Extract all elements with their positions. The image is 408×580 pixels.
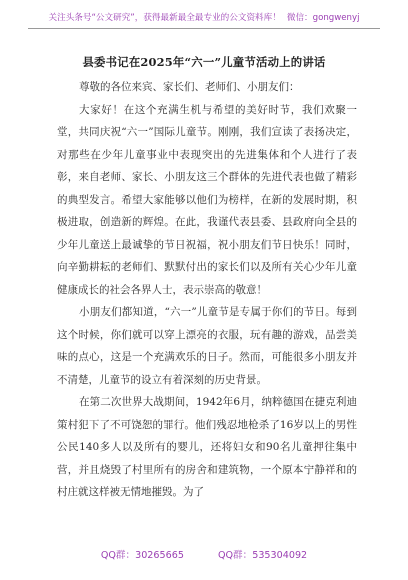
salutation-paragraph: 尊敬的各位来宾、家长们、老师们、小朋友们：	[79, 81, 300, 93]
header-banner	[0, 11, 408, 23]
header-banner-wechat: 微信：gongwenyj	[286, 13, 360, 23]
document-title: 县委书记在2025年“六一”儿童节活动上的讲话	[82, 55, 326, 69]
body-paragraph-1: 大家好！在这个充满生机与希望的美好时节，我们欢聚一堂，共同庆祝“六一”国际儿童节。刚刚，我们宣读了表扬决定，对那些在少年儿童事业中表现突出的先进集体和个人进行了表彰，来自老师、家长、小朋友这三个群体的先进代表也做了精彩的典型发言。希望大家能够以他们为榜样，在新的发展时期，积极进取，创造新的辉煌。在此，我谨代表县委、县政府向全县的少年儿童送上最诚挚的节日祝福，祝小朋友们节日快乐！同时，向辛勤耕耘的老师们、默默付出的家长们以及所有关心少年儿童健康成长的社会各界人士，表示崇高的敬意！	[57, 103, 357, 296]
document-body	[57, 76, 357, 504]
body-paragraph-2: 小朋友们都知道，“六一”儿童节是专属于你们的节日。每到这个时候，你们就可以穿上漂亮的衣服，玩有趣的游戏，品尝美味的点心，这是一个充满欢乐的日子。然而，可能很多小朋友并不清楚，儿童节的设立有着深刻的历史背景。	[57, 306, 357, 386]
footer-qq-group-2: QQ群：535304092	[217, 550, 308, 561]
body-paragraph-3: 在第二次世界大战期间，1942年6月，纳粹德国在捷克利迪策村犯下了不可饶恕的罪行。他们残忍地枪杀了16岁以上的男性公民140多人以及所有的婴儿，还将妇女和90名儿童押往集中营，并且烧毁了村里所有的房舍和建筑物，一个原本宁静祥和的村庄就这样被无情地摧毁。为了	[57, 396, 357, 498]
footer-contact	[0, 547, 408, 561]
header-banner-promo: 关注头条号“公文研究”，获得最新最全最专业的公文资料库！	[48, 13, 281, 23]
footer-qq-group-1: QQ群：30265665	[100, 550, 184, 561]
header-divider	[28, 28, 380, 29]
